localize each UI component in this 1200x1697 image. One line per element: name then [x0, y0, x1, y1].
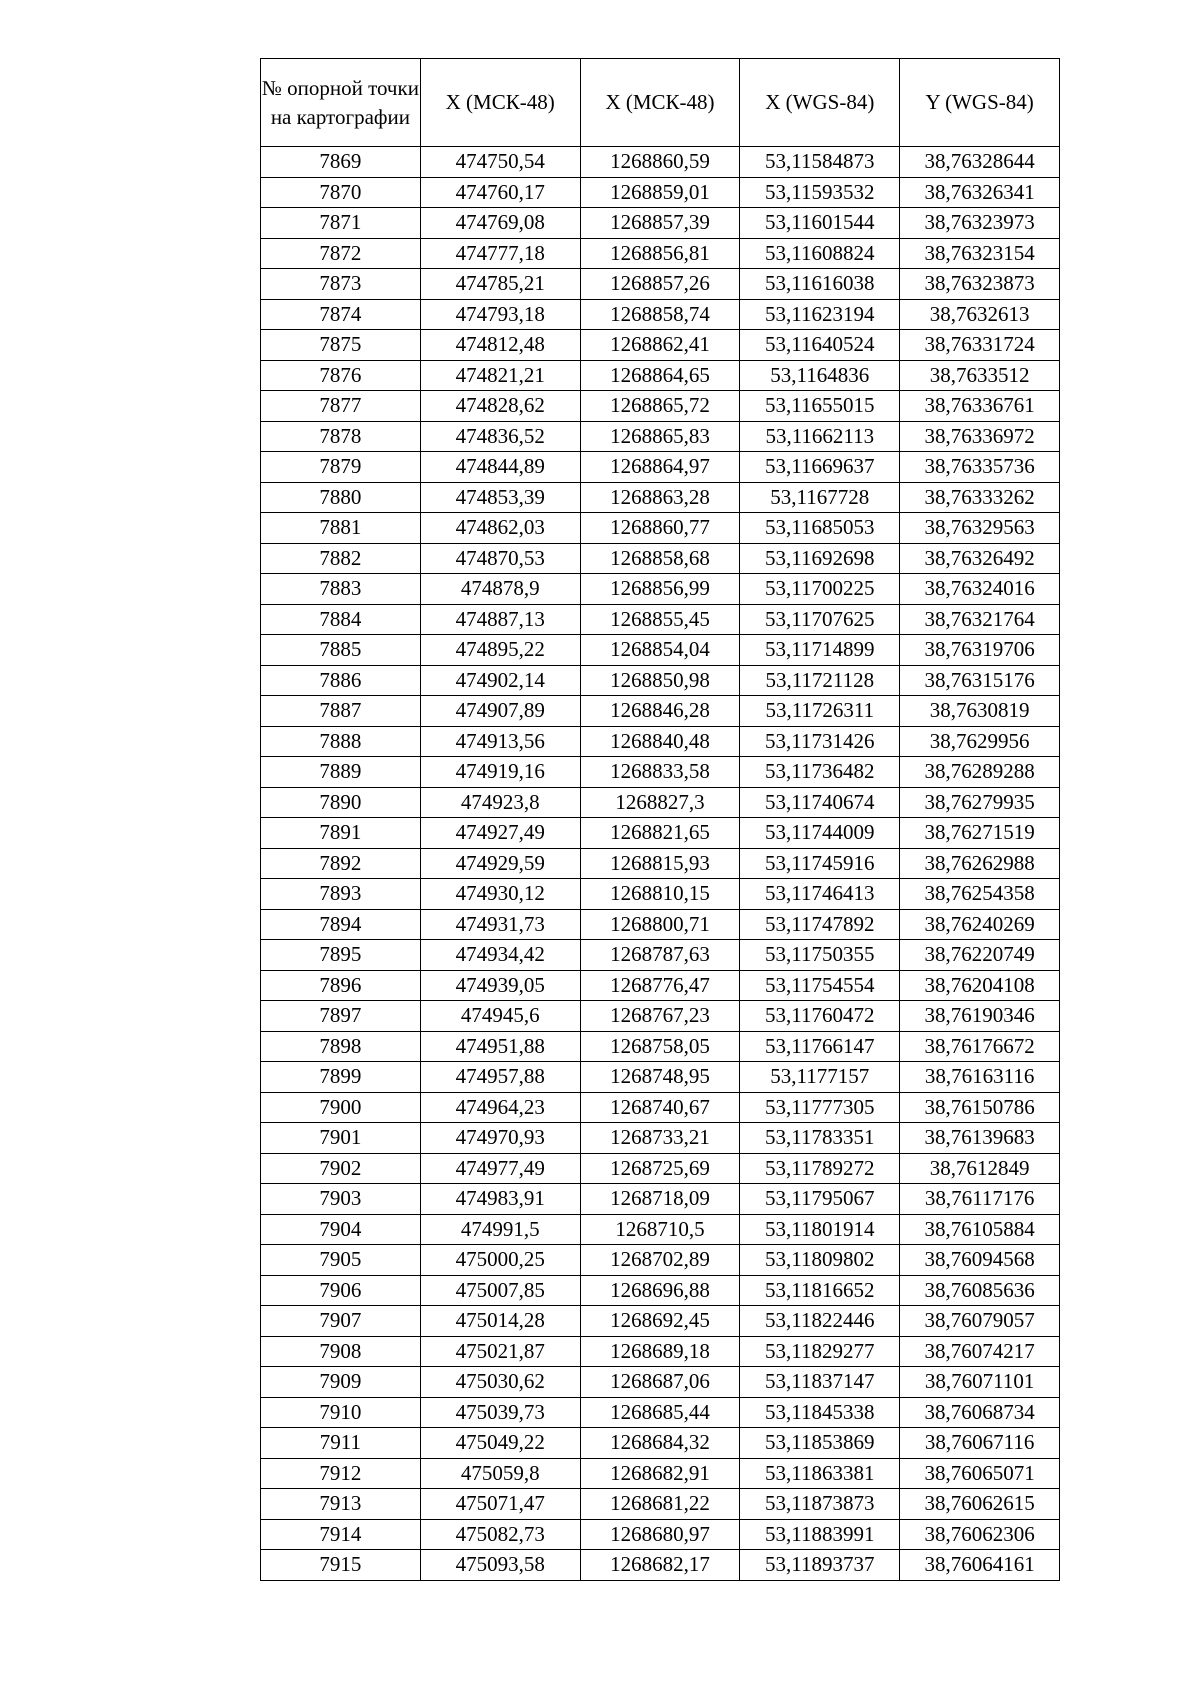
cell-x-msk48-second: 1268864,65	[580, 360, 740, 391]
cell-x-msk48: 474844,89	[420, 452, 580, 483]
cell-x-msk48: 474793,18	[420, 299, 580, 330]
coordinates-table	[260, 58, 1060, 1581]
cell-x-msk48: 475030,62	[420, 1367, 580, 1398]
cell-point-number: 7879	[261, 452, 421, 483]
cell-x-msk48-second: 1268865,72	[580, 391, 740, 422]
cell-x-wgs84: 53,11789272	[740, 1153, 900, 1184]
cell-y-wgs84: 38,76315176	[900, 665, 1060, 696]
cell-y-wgs84: 38,7632613	[900, 299, 1060, 330]
cell-point-number: 7880	[261, 482, 421, 513]
cell-x-msk48-second: 1268833,58	[580, 757, 740, 788]
table-row	[261, 1336, 1060, 1367]
cell-point-number: 7894	[261, 909, 421, 940]
cell-y-wgs84: 38,76321764	[900, 604, 1060, 635]
cell-x-wgs84: 53,11829277	[740, 1336, 900, 1367]
cell-x-wgs84: 53,11608824	[740, 238, 900, 269]
cell-x-msk48-second: 1268685,44	[580, 1397, 740, 1428]
cell-point-number: 7885	[261, 635, 421, 666]
cell-y-wgs84: 38,76079057	[900, 1306, 1060, 1337]
table-row	[261, 574, 1060, 605]
cell-y-wgs84: 38,76254358	[900, 879, 1060, 910]
cell-y-wgs84: 38,7633512	[900, 360, 1060, 391]
cell-x-wgs84: 53,11777305	[740, 1092, 900, 1123]
cell-y-wgs84: 38,76176672	[900, 1031, 1060, 1062]
cell-y-wgs84: 38,76190346	[900, 1001, 1060, 1032]
cell-point-number: 7882	[261, 543, 421, 574]
table-row	[261, 269, 1060, 300]
cell-x-msk48-second: 1268810,15	[580, 879, 740, 910]
cell-x-msk48-second: 1268687,06	[580, 1367, 740, 1398]
cell-point-number: 7899	[261, 1062, 421, 1093]
cell-x-msk48: 475021,87	[420, 1336, 580, 1367]
cell-x-msk48: 475082,73	[420, 1519, 580, 1550]
cell-point-number: 7901	[261, 1123, 421, 1154]
cell-x-wgs84: 53,11845338	[740, 1397, 900, 1428]
table-row	[261, 635, 1060, 666]
cell-y-wgs84: 38,7629956	[900, 726, 1060, 757]
cell-x-msk48-second: 1268684,32	[580, 1428, 740, 1459]
cell-y-wgs84: 38,76271519	[900, 818, 1060, 849]
cell-point-number: 7911	[261, 1428, 421, 1459]
cell-y-wgs84: 38,76163116	[900, 1062, 1060, 1093]
table-row	[261, 1123, 1060, 1154]
cell-x-msk48: 474878,9	[420, 574, 580, 605]
cell-point-number: 7886	[261, 665, 421, 696]
cell-point-number: 7896	[261, 970, 421, 1001]
cell-point-number: 7875	[261, 330, 421, 361]
cell-y-wgs84: 38,76331724	[900, 330, 1060, 361]
cell-x-msk48-second: 1268860,59	[580, 147, 740, 178]
cell-point-number: 7878	[261, 421, 421, 452]
cell-y-wgs84: 38,7612849	[900, 1153, 1060, 1184]
cell-y-wgs84: 38,76067116	[900, 1428, 1060, 1459]
cell-x-wgs84: 53,11721128	[740, 665, 900, 696]
table-row	[261, 391, 1060, 422]
table-row	[261, 238, 1060, 269]
cell-x-wgs84: 53,11766147	[740, 1031, 900, 1062]
cell-x-wgs84: 53,11655015	[740, 391, 900, 422]
cell-y-wgs84: 38,76074217	[900, 1336, 1060, 1367]
cell-x-wgs84: 53,11616038	[740, 269, 900, 300]
cell-x-msk48-second: 1268854,04	[580, 635, 740, 666]
cell-y-wgs84: 38,76204108	[900, 970, 1060, 1001]
cell-point-number: 7871	[261, 208, 421, 239]
cell-y-wgs84: 38,76117176	[900, 1184, 1060, 1215]
cell-y-wgs84: 38,76062615	[900, 1489, 1060, 1520]
cell-x-msk48: 475000,25	[420, 1245, 580, 1276]
cell-x-wgs84: 53,11731426	[740, 726, 900, 757]
cell-y-wgs84: 38,76329563	[900, 513, 1060, 544]
table-row	[261, 177, 1060, 208]
cell-x-msk48-second: 1268857,26	[580, 269, 740, 300]
cell-point-number: 7881	[261, 513, 421, 544]
cell-x-msk48-second: 1268689,18	[580, 1336, 740, 1367]
cell-x-wgs84: 53,11726311	[740, 696, 900, 727]
cell-y-wgs84: 38,76071101	[900, 1367, 1060, 1398]
table-row	[261, 1153, 1060, 1184]
table-row	[261, 299, 1060, 330]
cell-x-msk48-second: 1268696,88	[580, 1275, 740, 1306]
cell-x-msk48-second: 1268710,5	[580, 1214, 740, 1245]
cell-x-msk48-second: 1268815,93	[580, 848, 740, 879]
cell-x-wgs84: 53,11822446	[740, 1306, 900, 1337]
cell-x-msk48-second: 1268840,48	[580, 726, 740, 757]
table-row	[261, 757, 1060, 788]
cell-x-msk48-second: 1268718,09	[580, 1184, 740, 1215]
cell-point-number: 7895	[261, 940, 421, 971]
table-row	[261, 452, 1060, 483]
cell-x-msk48-second: 1268857,39	[580, 208, 740, 239]
cell-point-number: 7891	[261, 818, 421, 849]
cell-x-msk48: 474777,18	[420, 238, 580, 269]
cell-y-wgs84: 38,76105884	[900, 1214, 1060, 1245]
cell-point-number: 7902	[261, 1153, 421, 1184]
cell-point-number: 7905	[261, 1245, 421, 1276]
cell-point-number: 7909	[261, 1367, 421, 1398]
cell-point-number: 7892	[261, 848, 421, 879]
cell-x-msk48-second: 1268800,71	[580, 909, 740, 940]
cell-x-wgs84: 53,11593532	[740, 177, 900, 208]
cell-point-number: 7900	[261, 1092, 421, 1123]
table-row	[261, 726, 1060, 757]
cell-x-msk48-second: 1268855,45	[580, 604, 740, 635]
cell-y-wgs84: 38,76335736	[900, 452, 1060, 483]
cell-x-msk48-second: 1268863,28	[580, 482, 740, 513]
cell-x-wgs84: 53,11736482	[740, 757, 900, 788]
table-row	[261, 1275, 1060, 1306]
cell-x-msk48: 474983,91	[420, 1184, 580, 1215]
cell-x-wgs84: 53,11623194	[740, 299, 900, 330]
cell-x-wgs84: 53,11783351	[740, 1123, 900, 1154]
cell-x-msk48: 474836,52	[420, 421, 580, 452]
table-row	[261, 513, 1060, 544]
cell-point-number: 7876	[261, 360, 421, 391]
cell-y-wgs84: 38,76319706	[900, 635, 1060, 666]
cell-x-msk48-second: 1268821,65	[580, 818, 740, 849]
cell-x-msk48: 474913,56	[420, 726, 580, 757]
table-row	[261, 940, 1060, 971]
cell-x-msk48: 474828,62	[420, 391, 580, 422]
cell-x-msk48: 474862,03	[420, 513, 580, 544]
table-row	[261, 879, 1060, 910]
cell-x-msk48: 475071,47	[420, 1489, 580, 1520]
cell-x-wgs84: 53,11640524	[740, 330, 900, 361]
table-row	[261, 1519, 1060, 1550]
cell-x-msk48: 474991,5	[420, 1214, 580, 1245]
cell-point-number: 7869	[261, 147, 421, 178]
cell-y-wgs84: 38,76289288	[900, 757, 1060, 788]
cell-x-wgs84: 53,11740674	[740, 787, 900, 818]
cell-point-number: 7908	[261, 1336, 421, 1367]
cell-y-wgs84: 38,76323873	[900, 269, 1060, 300]
cell-x-msk48: 474895,22	[420, 635, 580, 666]
cell-point-number: 7914	[261, 1519, 421, 1550]
cell-x-msk48-second: 1268767,23	[580, 1001, 740, 1032]
cell-y-wgs84: 38,76279935	[900, 787, 1060, 818]
cell-x-msk48: 474939,05	[420, 970, 580, 1001]
cell-x-wgs84: 53,11707625	[740, 604, 900, 635]
cell-x-wgs84: 53,11692698	[740, 543, 900, 574]
cell-x-msk48-second: 1268856,99	[580, 574, 740, 605]
cell-x-msk48: 474977,49	[420, 1153, 580, 1184]
cell-x-msk48-second: 1268850,98	[580, 665, 740, 696]
cell-y-wgs84: 38,76068734	[900, 1397, 1060, 1428]
cell-x-wgs84: 53,11747892	[740, 909, 900, 940]
cell-y-wgs84: 38,76333262	[900, 482, 1060, 513]
cell-point-number: 7883	[261, 574, 421, 605]
cell-y-wgs84: 38,76326492	[900, 543, 1060, 574]
cell-x-wgs84: 53,11809802	[740, 1245, 900, 1276]
cell-x-wgs84: 53,11714899	[740, 635, 900, 666]
cell-point-number: 7873	[261, 269, 421, 300]
table-row	[261, 1092, 1060, 1123]
cell-x-wgs84: 53,11584873	[740, 147, 900, 178]
table-row	[261, 1245, 1060, 1276]
table-body	[261, 147, 1060, 1581]
cell-x-msk48-second: 1268682,17	[580, 1550, 740, 1581]
cell-x-msk48-second: 1268748,95	[580, 1062, 740, 1093]
cell-y-wgs84: 38,76085636	[900, 1275, 1060, 1306]
cell-x-wgs84: 53,11750355	[740, 940, 900, 971]
table-row	[261, 208, 1060, 239]
cell-point-number: 7903	[261, 1184, 421, 1215]
cell-point-number: 7898	[261, 1031, 421, 1062]
cell-x-msk48-second: 1268740,67	[580, 1092, 740, 1123]
cell-x-msk48: 474870,53	[420, 543, 580, 574]
table-row	[261, 970, 1060, 1001]
cell-y-wgs84: 38,76062306	[900, 1519, 1060, 1550]
cell-x-msk48: 474919,16	[420, 757, 580, 788]
cell-x-msk48-second: 1268862,41	[580, 330, 740, 361]
cell-x-msk48: 475049,22	[420, 1428, 580, 1459]
cell-x-msk48-second: 1268860,77	[580, 513, 740, 544]
cell-y-wgs84: 38,76220749	[900, 940, 1060, 971]
cell-point-number: 7877	[261, 391, 421, 422]
table-row	[261, 604, 1060, 635]
cell-x-msk48-second: 1268776,47	[580, 970, 740, 1001]
table-row	[261, 1550, 1060, 1581]
cell-x-msk48-second: 1268858,68	[580, 543, 740, 574]
cell-x-wgs84: 53,11893737	[740, 1550, 900, 1581]
cell-x-msk48: 475093,58	[420, 1550, 580, 1581]
cell-x-wgs84: 53,11700225	[740, 574, 900, 605]
table-row	[261, 1306, 1060, 1337]
table-row	[261, 1184, 1060, 1215]
cell-y-wgs84: 38,76065071	[900, 1458, 1060, 1489]
cell-x-msk48: 474964,23	[420, 1092, 580, 1123]
cell-x-msk48-second: 1268856,81	[580, 238, 740, 269]
cell-x-wgs84: 53,11669637	[740, 452, 900, 483]
cell-x-msk48: 474934,42	[420, 940, 580, 971]
cell-x-msk48: 474931,73	[420, 909, 580, 940]
table-row	[261, 1001, 1060, 1032]
cell-x-msk48: 474957,88	[420, 1062, 580, 1093]
table-row	[261, 1214, 1060, 1245]
cell-x-wgs84: 53,11853869	[740, 1428, 900, 1459]
cell-point-number: 7907	[261, 1306, 421, 1337]
cell-point-number: 7884	[261, 604, 421, 635]
table-row	[261, 1367, 1060, 1398]
cell-y-wgs84: 38,76328644	[900, 147, 1060, 178]
cell-x-msk48-second: 1268827,3	[580, 787, 740, 818]
cell-x-wgs84: 53,11745916	[740, 848, 900, 879]
cell-y-wgs84: 38,76324016	[900, 574, 1060, 605]
cell-point-number: 7889	[261, 757, 421, 788]
table-row	[261, 482, 1060, 513]
cell-point-number: 7910	[261, 1397, 421, 1428]
cell-x-wgs84: 53,11760472	[740, 1001, 900, 1032]
header-y-wgs84: Y (WGS-84)	[900, 59, 1060, 147]
cell-y-wgs84: 38,76323154	[900, 238, 1060, 269]
cell-x-msk48-second: 1268865,83	[580, 421, 740, 452]
cell-x-msk48: 474812,48	[420, 330, 580, 361]
cell-y-wgs84: 38,76336972	[900, 421, 1060, 452]
cell-x-msk48: 474923,8	[420, 787, 580, 818]
table-row	[261, 848, 1060, 879]
cell-x-msk48-second: 1268858,74	[580, 299, 740, 330]
cell-x-msk48: 474769,08	[420, 208, 580, 239]
cell-x-wgs84: 53,1167728	[740, 482, 900, 513]
table-row	[261, 1397, 1060, 1428]
cell-x-msk48: 474821,21	[420, 360, 580, 391]
cell-x-msk48-second: 1268758,05	[580, 1031, 740, 1062]
cell-x-msk48: 474902,14	[420, 665, 580, 696]
cell-point-number: 7872	[261, 238, 421, 269]
cell-x-msk48-second: 1268692,45	[580, 1306, 740, 1337]
cell-y-wgs84: 38,76323973	[900, 208, 1060, 239]
cell-x-wgs84: 53,11883991	[740, 1519, 900, 1550]
cell-y-wgs84: 38,76150786	[900, 1092, 1060, 1123]
cell-x-wgs84: 53,1177157	[740, 1062, 900, 1093]
cell-x-msk48-second: 1268846,28	[580, 696, 740, 727]
header-x-msk48-second: X (МСК-48)	[580, 59, 740, 147]
cell-x-wgs84: 53,1164836	[740, 360, 900, 391]
table-row	[261, 1062, 1060, 1093]
cell-x-wgs84: 53,11837147	[740, 1367, 900, 1398]
cell-y-wgs84: 38,76336761	[900, 391, 1060, 422]
table-header	[261, 59, 1060, 147]
cell-x-msk48-second: 1268681,22	[580, 1489, 740, 1520]
cell-x-wgs84: 53,11662113	[740, 421, 900, 452]
cell-point-number: 7906	[261, 1275, 421, 1306]
cell-x-msk48-second: 1268702,89	[580, 1245, 740, 1276]
cell-x-wgs84: 53,11601544	[740, 208, 900, 239]
cell-y-wgs84: 38,76094568	[900, 1245, 1060, 1276]
cell-x-msk48: 475007,85	[420, 1275, 580, 1306]
cell-x-wgs84: 53,11746413	[740, 879, 900, 910]
cell-point-number: 7874	[261, 299, 421, 330]
cell-y-wgs84: 38,76326341	[900, 177, 1060, 208]
cell-point-number: 7890	[261, 787, 421, 818]
cell-x-wgs84: 53,11795067	[740, 1184, 900, 1215]
cell-x-msk48: 475059,8	[420, 1458, 580, 1489]
cell-x-msk48: 474951,88	[420, 1031, 580, 1062]
cell-x-msk48: 474750,54	[420, 147, 580, 178]
table-row	[261, 696, 1060, 727]
table-row	[261, 147, 1060, 178]
table-row	[261, 421, 1060, 452]
table-row	[261, 909, 1060, 940]
table-row	[261, 1031, 1060, 1062]
cell-point-number: 7893	[261, 879, 421, 910]
cell-point-number: 7912	[261, 1458, 421, 1489]
cell-x-msk48: 474970,93	[420, 1123, 580, 1154]
cell-x-msk48: 474785,21	[420, 269, 580, 300]
cell-x-wgs84: 53,11816652	[740, 1275, 900, 1306]
cell-y-wgs84: 38,76139683	[900, 1123, 1060, 1154]
cell-x-wgs84: 53,11744009	[740, 818, 900, 849]
cell-x-msk48-second: 1268680,97	[580, 1519, 740, 1550]
cell-x-wgs84: 53,11873873	[740, 1489, 900, 1520]
cell-x-wgs84: 53,11754554	[740, 970, 900, 1001]
cell-x-msk48: 474930,12	[420, 879, 580, 910]
cell-y-wgs84: 38,76064161	[900, 1550, 1060, 1581]
header-x-msk48: X (МСК-48)	[420, 59, 580, 147]
table-row	[261, 330, 1060, 361]
cell-x-msk48: 474907,89	[420, 696, 580, 727]
cell-point-number: 7888	[261, 726, 421, 757]
cell-x-msk48: 474927,49	[420, 818, 580, 849]
table-row	[261, 543, 1060, 574]
cell-y-wgs84: 38,7630819	[900, 696, 1060, 727]
header-point-number: № опорной точки на картографии	[261, 59, 421, 147]
cell-point-number: 7870	[261, 177, 421, 208]
cell-point-number: 7913	[261, 1489, 421, 1520]
cell-x-msk48: 474929,59	[420, 848, 580, 879]
cell-x-msk48: 474853,39	[420, 482, 580, 513]
cell-x-msk48: 474887,13	[420, 604, 580, 635]
table-row	[261, 787, 1060, 818]
cell-x-msk48-second: 1268725,69	[580, 1153, 740, 1184]
cell-x-msk48-second: 1268733,21	[580, 1123, 740, 1154]
table-row	[261, 1458, 1060, 1489]
cell-point-number: 7897	[261, 1001, 421, 1032]
table-row	[261, 1489, 1060, 1520]
table-row	[261, 1428, 1060, 1459]
cell-x-msk48: 474760,17	[420, 177, 580, 208]
table-row	[261, 360, 1060, 391]
cell-y-wgs84: 38,76262988	[900, 848, 1060, 879]
cell-x-wgs84: 53,11685053	[740, 513, 900, 544]
cell-x-msk48: 475039,73	[420, 1397, 580, 1428]
cell-x-msk48: 475014,28	[420, 1306, 580, 1337]
cell-point-number: 7904	[261, 1214, 421, 1245]
cell-x-msk48-second: 1268859,01	[580, 177, 740, 208]
table-row	[261, 818, 1060, 849]
cell-x-msk48-second: 1268864,97	[580, 452, 740, 483]
cell-x-msk48: 474945,6	[420, 1001, 580, 1032]
cell-x-msk48-second: 1268682,91	[580, 1458, 740, 1489]
cell-x-msk48-second: 1268787,63	[580, 940, 740, 971]
cell-point-number: 7915	[261, 1550, 421, 1581]
cell-x-wgs84: 53,11863381	[740, 1458, 900, 1489]
cell-y-wgs84: 38,76240269	[900, 909, 1060, 940]
cell-x-wgs84: 53,11801914	[740, 1214, 900, 1245]
table-row	[261, 665, 1060, 696]
cell-point-number: 7887	[261, 696, 421, 727]
header-x-wgs84: X (WGS-84)	[740, 59, 900, 147]
header-row	[261, 59, 1060, 147]
